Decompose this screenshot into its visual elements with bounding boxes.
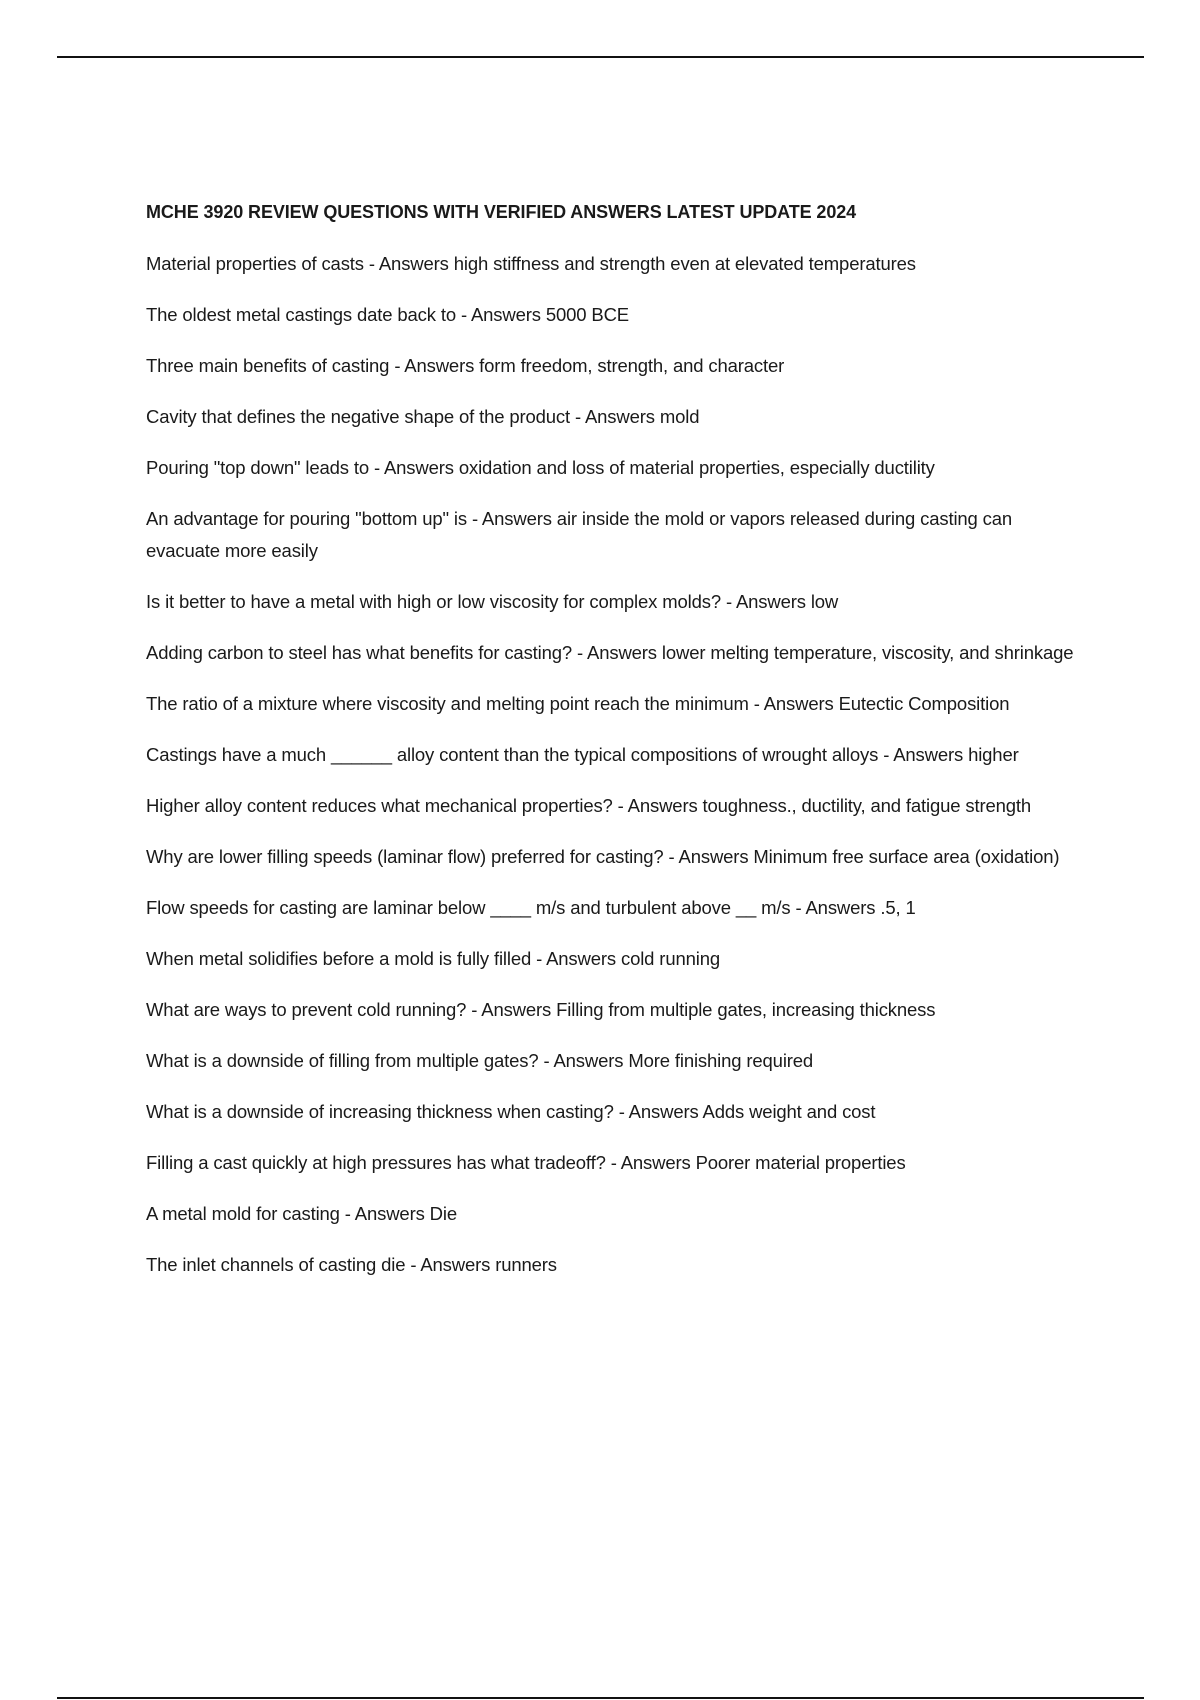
- qa-item: When metal solidifies before a mold is fully filled - Answers cold running: [146, 948, 720, 969]
- qa-list: [146, 248, 1086, 1281]
- qa-item: The ratio of a mixture where viscosity and melting point reach the minimum - Answers Eutectic Composition: [146, 693, 1010, 714]
- qa-item: Why are lower filling speeds (laminar flow) preferred for casting? - Answers Minimum free surface area (oxidation): [146, 846, 1060, 867]
- qa-item: The oldest metal castings date back to - Answers 5000 BCE: [146, 304, 629, 325]
- qa-item: Higher alloy content reduces what mechanical properties? - Answers toughness., ductility, and fatigue strength: [146, 795, 1032, 816]
- qa-item: Filling a cast quickly at high pressures has what tradeoff? - Answers Poorer material properties: [146, 1152, 906, 1173]
- qa-item: The inlet channels of casting die - Answers runners: [146, 1254, 557, 1275]
- qa-item: What are ways to prevent cold running? - Answers Filling from multiple gates, increasing thickness: [146, 999, 936, 1020]
- qa-item: Pouring "top down" leads to - Answers oxidation and loss of material properties, especially ductility: [146, 457, 935, 478]
- qa-item: What is a downside of increasing thickness when casting? - Answers Adds weight and cost: [146, 1101, 876, 1122]
- qa-item: Flow speeds for casting are laminar below ____ m/s and turbulent above __ m/s - Answers .5, 1: [146, 897, 916, 918]
- qa-item: An advantage for pouring "bottom up" is - Answers air inside the mold or vapors released during casting can evacuate more easily: [146, 508, 1013, 561]
- qa-item: A metal mold for casting - Answers Die: [146, 1203, 457, 1224]
- qa-item: Material properties of casts - Answers high stiffness and strength even at elevated temperatures: [146, 253, 916, 274]
- header-rule: [57, 56, 1144, 58]
- document-body: [146, 198, 1086, 1300]
- qa-item: Castings have a much ______ alloy content than the typical compositions of wrought alloys - Answers higher: [146, 744, 1019, 765]
- footer-rule: [57, 1697, 1144, 1699]
- qa-item: Adding carbon to steel has what benefits for casting? - Answers lower melting temperature, viscosity, and shrinkage: [146, 642, 1074, 663]
- qa-item: Cavity that defines the negative shape of the product - Answers mold: [146, 406, 700, 427]
- qa-item: Is it better to have a metal with high or low viscosity for complex molds? - Answers low: [146, 591, 839, 612]
- qa-item: Three main benefits of casting - Answers form freedom, strength, and character: [146, 355, 785, 376]
- qa-item: What is a downside of filling from multiple gates? - Answers More finishing required: [146, 1050, 814, 1071]
- document-title: MCHE 3920 REVIEW QUESTIONS WITH VERIFIED ANSWERS LATEST UPDATE 2024: [146, 202, 857, 222]
